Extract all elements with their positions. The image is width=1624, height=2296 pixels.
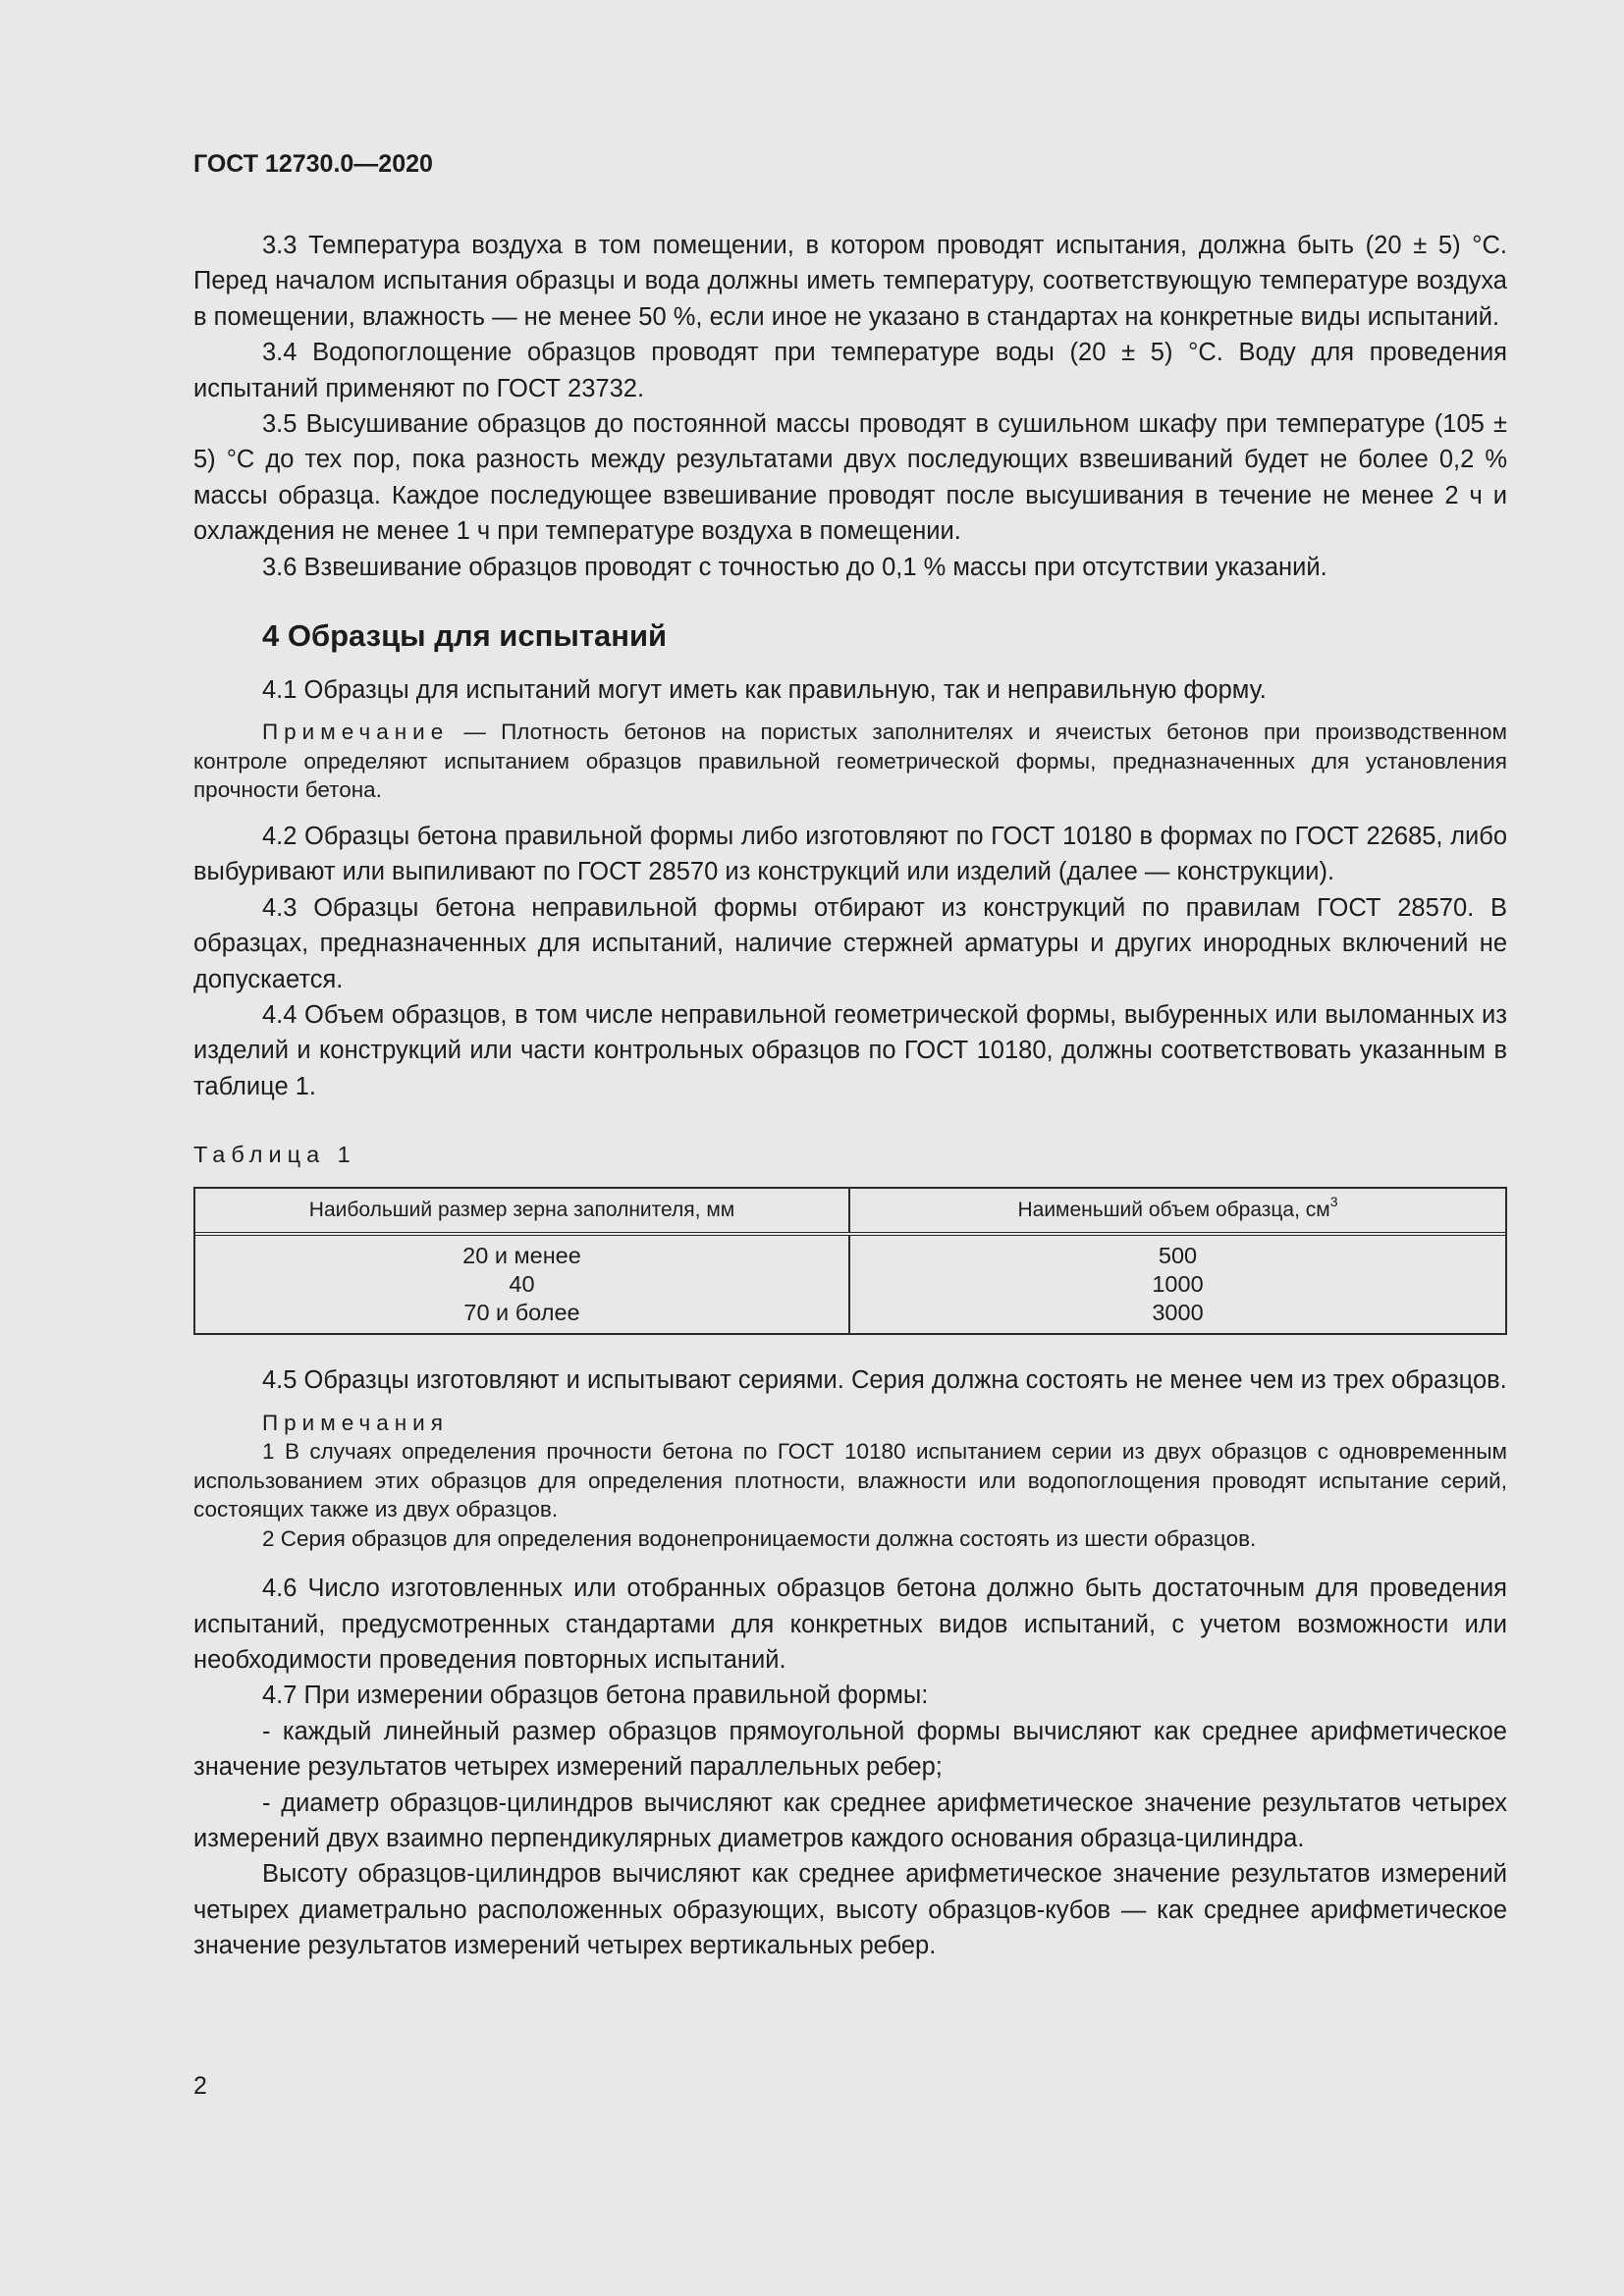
table-column-grain bbox=[195, 1236, 850, 1333]
paragraph-3-5: 3.5 Высушивание образцов до постоянной массы проводят в сушильном шкафу при температуре (105 ± 5) °С до тех пор, пока разность между результатами двух последующих взвешиваний будет не более 0,2 % массы образца. Каждое последующее взвешивание проводят после высушивания в течение не менее 2 ч и охлаждения не менее 1 ч при температуре воздуха в помещении. bbox=[193, 410, 1507, 546]
table-column-volume bbox=[850, 1236, 1505, 1333]
document-header: ГОСТ 12730.0—2020 bbox=[193, 150, 433, 178]
paragraph-4-3: 4.3 Образцы бетона неправильной формы отбирают из конструкций по правилам ГОСТ 28570. В образцах, предназначенных для испытаний, наличие стержней арматуры и других инородных включений не допускается. bbox=[193, 893, 1507, 993]
section-4-heading: 4 Образцы для испытаний bbox=[262, 618, 668, 654]
note-label: Примечание bbox=[262, 720, 450, 745]
paragraph-4-7-height: Высоту образцов-цилиндров вычисляют как среднее арифметическое значение результатов измерений четырех диаметрально расположенных образующих, высоту образцов-кубов — как среднее арифметическое значение результатов измерений четырех вертикальных ребер. bbox=[193, 1860, 1507, 1960]
paragraph-4-5: 4.5 Образцы изготовляют и испытывают сериями. Серия должна состоять не менее чем из трех образцов. bbox=[262, 1366, 1507, 1395]
paragraph-3-3: 3.3 Температура воздуха в том помещении, в котором проводят испытания, должна быть (20 ± 5) °С. Перед началом испытания образцы и вода должны иметь температуру, соответствующую температуре воздуха в помещении, влажность — не менее 50 %, если иное не указано в стандартах на конкретные виды испытаний. bbox=[193, 232, 1507, 331]
notes-label: Примечания bbox=[262, 1410, 449, 1435]
paragraph-4-2: 4.2 Образцы бетона правильной формы либо изготовляют по ГОСТ 10180 в формах по ГОСТ 22685, либо выбуривают или выпиливают по ГОСТ 28570 из конструкций или изделий (далее — конструкции). bbox=[193, 822, 1507, 886]
paragraph-3-6: 3.6 Взвешивание образцов проводят с точностью до 0,1 % массы при отсутствии указаний. bbox=[262, 553, 1327, 581]
table-cell-volume: 500 bbox=[1158, 1243, 1198, 1269]
note-text: — Плотность бетонов на пористых заполнителях и ячеистых бетонов при производственном контроле определяют испытанием образцов правильной геометрической формы, предназначенных для установления прочности бетона. bbox=[193, 720, 1507, 803]
table-cell-grain: 70 и более bbox=[463, 1300, 580, 1326]
table-header-volume-sup: 3 bbox=[1329, 1194, 1338, 1210]
paragraph-4-7: 4.7 При измерении образцов бетона правильной формы: bbox=[262, 1682, 929, 1710]
table-cell-grain: 20 и менее bbox=[462, 1243, 581, 1269]
table-header-grain: Наибольший размер зерна заполнителя, мм bbox=[195, 1189, 850, 1232]
table-body bbox=[195, 1236, 1505, 1333]
note-item: 2 Серия образцов для определения водонепроницаемости должна состоять из шести образцов. bbox=[262, 1525, 1257, 1551]
table-cell-volume: 3000 bbox=[1152, 1300, 1204, 1326]
paragraph-4-6: 4.6 Число изготовленных или отобранных образцов бетона должно быть достаточным для проведения испытаний, предусмотренных стандартами для конкретных видов испытаний, с учетом возможности или необходимости проведения повторных испытаний. bbox=[193, 1575, 1507, 1674]
table-header-row bbox=[195, 1189, 1505, 1236]
table-1 bbox=[193, 1187, 1507, 1335]
table-cell-grain: 40 bbox=[509, 1271, 535, 1298]
table-cell-volume: 1000 bbox=[1152, 1271, 1204, 1298]
note-4-1-body bbox=[193, 718, 1507, 805]
note-item: 1 В случаях определения прочности бетона по ГОСТ 10180 испытанием серии из двух образцов с одновременным использованием этих образцов для определения плотности, влажности или водопоглощения проводят испытание серий, состоящих также из двух образцов. bbox=[193, 1439, 1507, 1522]
page-number: 2 bbox=[193, 2072, 207, 2100]
table-caption: Таблица 1 bbox=[193, 1142, 356, 1168]
document-page bbox=[193, 147, 1507, 1964]
list-item-cylinder-diameter: - диаметр образцов-цилиндров вычисляют как среднее арифметическое значение результатов четырех измерений двух взаимно перпендикулярных диаметров каждого основания образца-цилиндра. bbox=[193, 1789, 1507, 1852]
paragraph-4-4: 4.4 Объем образцов, в том числе неправильной геометрической формы, выбуренных или выломанных из изделий и конструкций или части контрольных образцов по ГОСТ 10180, должны соответствовать указанным в таблице 1. bbox=[193, 1001, 1507, 1100]
notes-4-5 bbox=[193, 1409, 1507, 1554]
note-4-1 bbox=[193, 718, 1507, 805]
table-header-volume bbox=[850, 1189, 1505, 1232]
paragraph-3-4: 3.4 Водопоглощение образцов проводят при температуре воды (20 ± 5) °С. Воду для проведения испытаний применяют по ГОСТ 23732. bbox=[193, 339, 1507, 402]
paragraph-4-1: 4.1 Образцы для испытаний могут иметь как правильную, так и неправильную форму. bbox=[262, 676, 1267, 705]
table-header-volume-text: Наименьший объем образца, см bbox=[1017, 1199, 1330, 1222]
list-item-linear-size: - каждый линейный размер образцов прямоугольной формы вычисляют как среднее арифметическое значение результатов четырех измерений параллельных ребер; bbox=[193, 1717, 1507, 1782]
